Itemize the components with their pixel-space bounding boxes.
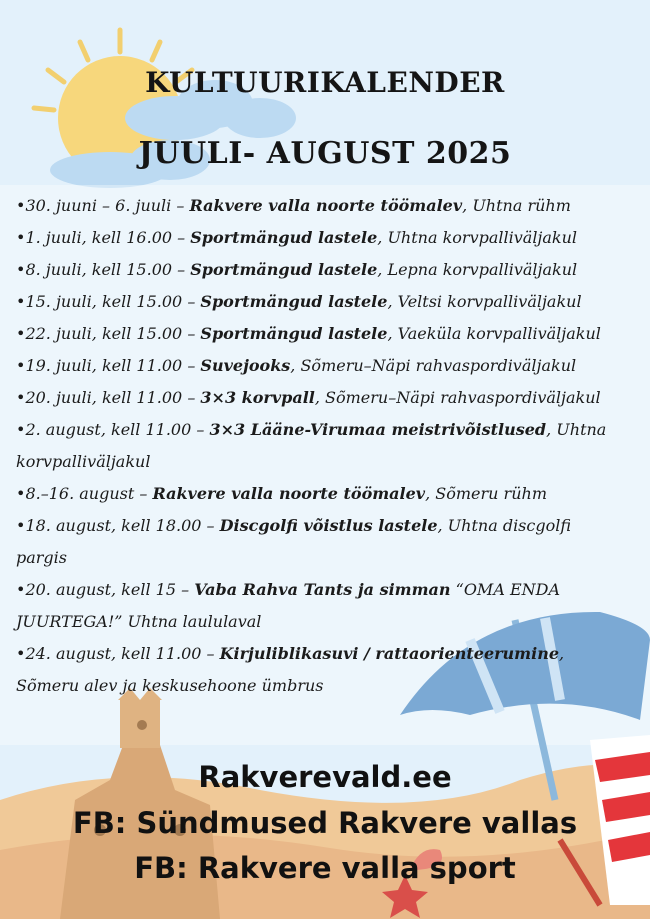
event-date: •20. august, kell 15 – — [16, 580, 195, 599]
event-date: •18. august, kell 18.00 – — [16, 516, 220, 535]
event-date: •1. juuli, kell 16.00 – — [16, 228, 191, 247]
event-item — [16, 286, 626, 318]
event-place: , Sõmeru alev ja keskusehoone ümbrus — [16, 644, 565, 695]
event-date: •22. juuli, kell 15.00 – — [16, 324, 201, 343]
event-item — [16, 254, 626, 286]
event-place: , Uhtna discgolfi pargis — [16, 516, 572, 567]
event-name: Sportmängud lastele — [200, 324, 388, 343]
event-date: •30. juuni – 6. juuli – — [16, 196, 190, 215]
event-date: •2. august, kell 11.00 – — [16, 420, 210, 439]
fb-events-link[interactable]: FB: Sündmused Rakvere vallas — [72, 806, 578, 840]
event-place: , Sõmeru rühm — [425, 484, 547, 503]
event-name: 3×3 Lääne-Virumaa meistrivõistlused — [209, 420, 547, 439]
event-name: Discgolfi võistlus lastele — [219, 516, 438, 535]
event-item — [16, 222, 626, 254]
event-date: •19. juuli, kell 11.00 – — [16, 356, 201, 375]
event-item — [16, 190, 626, 222]
event-name: 3×3 korvpall — [200, 388, 315, 407]
event-item — [16, 574, 626, 638]
event-place: , Uhtna korvpalliväljakul — [16, 420, 607, 471]
page-title: KULTUURIKALENDER — [145, 66, 505, 99]
event-date: •15. juuli, kell 15.00 – — [16, 292, 201, 311]
event-name: Suvejooks — [200, 356, 291, 375]
event-name: Sportmängud lastele — [200, 292, 388, 311]
event-place: , Sõmeru–Näpi rahvaspordiväljakul — [290, 356, 577, 375]
event-name: Kirjuliblikasuvi / rattaorienteerumine — [219, 644, 559, 663]
event-place: , Uhtna korvpalliväljakul — [377, 228, 578, 247]
event-name: Vaba Rahva Tants ja simman — [194, 580, 451, 599]
event-place: , Uhtna rühm — [462, 196, 571, 215]
page-subtitle: JUULI- AUGUST 2025 — [138, 136, 512, 171]
event-item — [16, 414, 626, 478]
event-item — [16, 510, 626, 574]
event-item — [16, 638, 626, 702]
event-item — [16, 382, 626, 414]
event-item — [16, 318, 626, 350]
event-name: Rakvere valla noorte töömalev — [152, 484, 426, 503]
event-place: , Sõmeru–Näpi rahvaspordiväljakul — [314, 388, 601, 407]
event-name: Rakvere valla noorte töömalev — [189, 196, 463, 215]
event-date: •24. august, kell 11.00 – — [16, 644, 220, 663]
event-date: •8.–16. august – — [16, 484, 153, 503]
event-place: , Veltsi korvpalliväljakul — [387, 292, 582, 311]
website-link[interactable]: Rakverevald.ee — [198, 760, 452, 794]
event-place: , Vaeküla korvpalliväljakul — [387, 324, 601, 343]
event-date: •20. juuli, kell 11.00 – — [16, 388, 201, 407]
event-date: •8. juuli, kell 15.00 – — [16, 260, 191, 279]
event-place: “OMA ENDA JUURTEGA!” Uhtna laululaval — [16, 580, 561, 631]
event-item — [16, 350, 626, 382]
event-item — [16, 478, 626, 510]
event-list — [16, 190, 626, 702]
fb-sport-link[interactable]: FB: Rakvere valla sport — [134, 851, 516, 885]
event-name: Sportmängud lastele — [190, 260, 378, 279]
event-place: , Lepna korvpalliväljakul — [377, 260, 578, 279]
event-name: Sportmängud lastele — [190, 228, 378, 247]
